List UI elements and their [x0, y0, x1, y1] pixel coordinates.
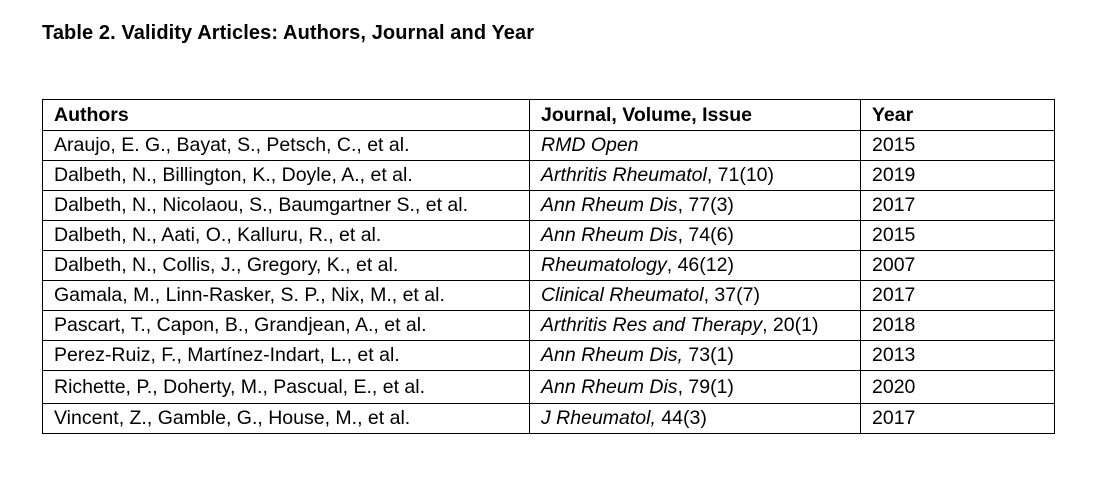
cell-authors: Richette, P., Doherty, M., Pascual, E., et al. [43, 371, 530, 404]
header-authors: Authors [43, 100, 530, 131]
journal-volume-issue: , 74(6) [677, 224, 734, 246]
table-row [43, 371, 1055, 404]
cell-journal [530, 404, 861, 434]
cell-year: 2015 [861, 221, 1055, 251]
table-row [43, 191, 1055, 221]
cell-authors: Dalbeth, N., Billington, K., Doyle, A., et al. [43, 161, 530, 191]
table-row [43, 131, 1055, 161]
journal-name: Ann Rheum Dis, [541, 344, 683, 366]
cell-authors: Dalbeth, N., Collis, J., Gregory, K., et al. [43, 251, 530, 281]
cell-journal [530, 131, 861, 161]
cell-authors: Vincent, Z., Gamble, G., House, M., et al. [43, 404, 530, 434]
journal-volume-issue: , 71(10) [706, 164, 775, 186]
cell-year: 2017 [861, 191, 1055, 221]
header-journal: Journal, Volume, Issue [530, 100, 861, 131]
cell-year: 2017 [861, 404, 1055, 434]
journal-name: Rheumatology [541, 254, 667, 276]
journal-name: Ann Rheum Dis [541, 194, 678, 216]
cell-year: 2015 [861, 131, 1055, 161]
table-row [43, 161, 1055, 191]
table-header-row [43, 100, 1055, 131]
journal-name: Arthritis Res and Therapy [541, 314, 763, 336]
table-row [43, 221, 1055, 251]
journal-volume-issue: 73(1) [682, 344, 734, 366]
journal-name: RMD Open [541, 134, 639, 156]
table-row [43, 404, 1055, 434]
table-row [43, 311, 1055, 341]
cell-year: 2018 [861, 311, 1055, 341]
journal-volume-issue: , 46(12) [666, 254, 734, 276]
cell-journal [530, 161, 861, 191]
journal-volume-issue: , 79(1) [677, 375, 734, 398]
cell-authors: Pascart, T., Capon, B., Grandjean, A., et al. [43, 311, 530, 341]
cell-journal [530, 221, 861, 251]
cell-authors: Dalbeth, N., Nicolaou, S., Baumgartner S., et al. [43, 191, 530, 221]
cell-journal [530, 341, 861, 371]
journal-name: Ann Rheum Dis [541, 375, 678, 398]
cell-authors: Gamala, M., Linn-Rasker, S. P., Nix, M., et al. [43, 281, 530, 311]
journal-name: Clinical Rheumatol [541, 284, 704, 306]
cell-year: 2017 [861, 281, 1055, 311]
journal-volume-issue: , 37(7) [703, 284, 760, 306]
cell-year: 2020 [861, 371, 1055, 404]
cell-authors: Araujo, E. G., Bayat, S., Petsch, C., et al. [43, 131, 530, 161]
table-caption: Table 2. Validity Articles: Authors, Journal and Year [42, 22, 535, 44]
journal-volume-issue: , 20(1) [762, 314, 819, 336]
table-row [43, 281, 1055, 311]
journal-name: J Rheumatol, [541, 407, 656, 429]
cell-year: 2007 [861, 251, 1055, 281]
cell-journal [530, 311, 861, 341]
cell-journal [530, 371, 861, 404]
journal-volume-issue: , 77(3) [677, 194, 734, 216]
cell-journal [530, 281, 861, 311]
journal-name: Arthritis Rheumatol [541, 164, 707, 186]
cell-journal [530, 191, 861, 221]
journal-volume-issue: 44(3) [655, 407, 707, 429]
table-row [43, 251, 1055, 281]
cell-year: 2013 [861, 341, 1055, 371]
cell-journal [530, 251, 861, 281]
header-year: Year [861, 100, 1055, 131]
table-row [43, 341, 1055, 371]
journal-name: Ann Rheum Dis [541, 224, 678, 246]
cell-authors: Perez-Ruiz, F., Martínez-Indart, L., et al. [43, 341, 530, 371]
cell-year: 2019 [861, 161, 1055, 191]
cell-authors: Dalbeth, N., Aati, O., Kalluru, R., et al. [43, 221, 530, 251]
validity-articles-table [42, 99, 1055, 434]
